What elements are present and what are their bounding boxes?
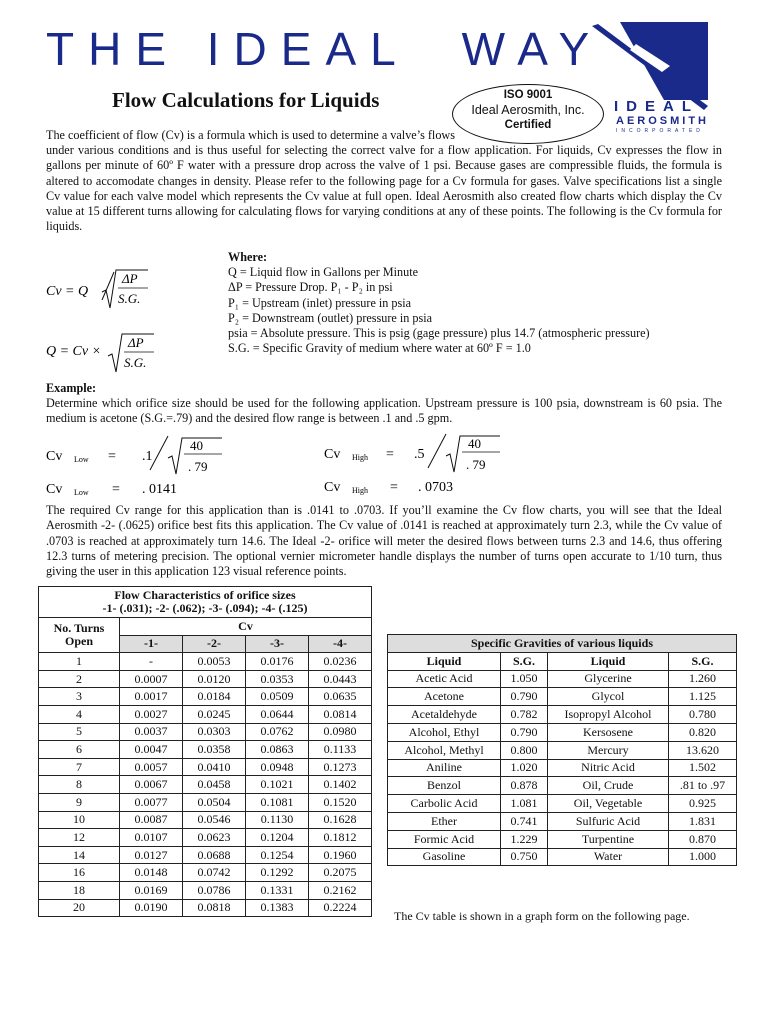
sg-table-title: Specific Gravities of various liquids [388, 635, 737, 653]
high-flow: .5 [414, 447, 425, 462]
flow-characteristics-table [38, 586, 372, 917]
table-cell: 0.0762 [246, 723, 309, 741]
table-cell: 0.1331 [246, 881, 309, 899]
table-row [39, 670, 372, 688]
table-cell: Glycol [548, 688, 669, 706]
logo-subtitle: AEROSMITH [616, 115, 709, 127]
intro-line1: The coefficient of flow (Cv) is a formula which is used to determine a valve’s flows [46, 128, 455, 142]
table-cell: 0.0786 [183, 881, 246, 899]
table-cell: 20 [39, 899, 120, 917]
table-cell: 0.1133 [309, 741, 372, 759]
table-cell: 0.790 [501, 723, 548, 741]
table-cell: 0.0007 [120, 670, 183, 688]
table-cell: 0.2162 [309, 881, 372, 899]
cv-formula-num: ΔP [122, 271, 138, 286]
where-line: Q = Liquid flow in Gallons per Minute [228, 265, 419, 280]
cv-high-sub: High [352, 453, 368, 462]
table-row [388, 812, 737, 830]
table-cell: 0.0190 [120, 899, 183, 917]
table-cell: 0.1021 [246, 776, 309, 794]
table-cell: Turpentine [548, 830, 669, 848]
table-cell: 0.0017 [120, 688, 183, 706]
table-cell: 7 [39, 758, 120, 776]
table-cell: 0.0358 [183, 741, 246, 759]
low-flow: .1 [142, 449, 153, 464]
table-cell: 0.0184 [183, 688, 246, 706]
cv-low-sub: Low [74, 488, 89, 497]
table-cell: 0.0047 [120, 741, 183, 759]
table-cell: 0.2224 [309, 899, 372, 917]
table-cell: 5 [39, 723, 120, 741]
column-header: -4- [309, 635, 372, 653]
table-cell: 18 [39, 881, 120, 899]
table-cell: 0.0037 [120, 723, 183, 741]
table-cell: 0.0509 [246, 688, 309, 706]
table-cell: 0.0504 [183, 793, 246, 811]
table-cell: Nitric Acid [548, 759, 669, 777]
iso-badge-line3: Certified [504, 119, 552, 131]
table-cell: 0.870 [669, 830, 737, 848]
table-cell: 0.0148 [120, 864, 183, 882]
table-cell: 1.081 [501, 795, 548, 813]
table-cell: 0.2075 [309, 864, 372, 882]
table-cell: 12 [39, 829, 120, 847]
table-cell: Benzol [388, 777, 501, 795]
cv-formula [44, 264, 154, 312]
iso-badge-line1: ISO 9001 [503, 89, 553, 101]
table-row [39, 705, 372, 723]
table-row [39, 741, 372, 759]
cv-header: Cv [120, 618, 372, 636]
table-cell: 0.0057 [120, 758, 183, 776]
table-row [39, 793, 372, 811]
example-cv-high-result [322, 474, 522, 498]
table-row [388, 723, 737, 741]
cv-label: Cv [324, 480, 341, 495]
table-cell: 1.229 [501, 830, 548, 848]
table-cell: 0.0644 [246, 705, 309, 723]
table-cell: 10 [39, 811, 120, 829]
iso-badge-line2: Ideal Aerosmith, Inc. [471, 103, 585, 117]
table-cell: 8 [39, 776, 120, 794]
table-cell: 0.0107 [120, 829, 183, 847]
table-row [388, 670, 737, 688]
q-formula [44, 328, 174, 376]
table-cell: 1.050 [501, 670, 548, 688]
table-cell: 16 [39, 864, 120, 882]
table-cell: 0.790 [501, 688, 548, 706]
table-row [39, 881, 372, 899]
table-cell: Oil, Crude [548, 777, 669, 795]
banner-title: THE IDEAL WAY [46, 23, 604, 75]
table-cell: Acetaldehyde [388, 706, 501, 724]
table-cell: 1.125 [669, 688, 737, 706]
table-cell: 14 [39, 846, 120, 864]
table-row [39, 653, 372, 671]
table-cell: Kersosene [548, 723, 669, 741]
example-text: Determine which orifice size should be used for the following application. Upstream pressure is 100 psia, downstream is 60 psia. The medium is acetone (S.G.=.79) and the desired flow range is between .1 and .5 gpm. [46, 396, 722, 426]
column-header: S.G. [501, 652, 548, 670]
table-cell: 0.0948 [246, 758, 309, 776]
table-cell: 1.502 [669, 759, 737, 777]
table-cell: Carbolic Acid [388, 795, 501, 813]
where-heading: Where: [228, 250, 268, 264]
table-cell: Alcohol, Ethyl [388, 723, 501, 741]
cv-label: Cv [46, 482, 63, 497]
table-cell: 0.1081 [246, 793, 309, 811]
where-definitions [228, 250, 650, 356]
table-cell: 0.0742 [183, 864, 246, 882]
logo-wordmark: IDEAL [614, 98, 699, 115]
table-cell: 0.1130 [246, 811, 309, 829]
example-heading: Example: [46, 381, 97, 395]
cv-label: Cv [46, 449, 63, 464]
table-row [39, 899, 372, 917]
turns-header-line2: Open [64, 634, 93, 649]
table-cell: 0.1273 [309, 758, 372, 776]
where-line: P₁ = Upstream (inlet) pressure in psia [228, 295, 412, 310]
table-cell: 0.0176 [246, 653, 309, 671]
page-title: Flow Calculations for Liquids [112, 88, 380, 112]
table-cell: 0.1204 [246, 829, 309, 847]
table-row [388, 741, 737, 759]
table-row [388, 706, 737, 724]
footer-note: The Cv table is shown in a graph form on the following page. [394, 909, 690, 923]
table-cell: 0.0067 [120, 776, 183, 794]
equals-sign: = [390, 480, 398, 495]
specific-gravity-table [387, 634, 737, 866]
column-header: S.G. [669, 652, 737, 670]
equals-sign: = [386, 447, 394, 462]
column-header: -2- [183, 635, 246, 653]
where-line: psia = Absolute pressure. This is psig (gage pressure) plus 14.7 (atmospheric pressure) [228, 326, 650, 341]
table-cell: 1.260 [669, 670, 737, 688]
where-line: P₂ = Downstream (outlet) pressure in psia [228, 310, 433, 325]
table-row [39, 846, 372, 864]
table-cell: 0.1520 [309, 793, 372, 811]
table-cell: 1.831 [669, 812, 737, 830]
result-paragraph: The required Cv range for this application than is .0141 to .0703. If you’ll examine the Cv flow charts, you will see that the Ideal Aerosmith -2- (.0625) orifice best fits this application. The Cv value of .0141 is reached at approximately turn 2.3, while the Cv value of .0703 is reached at approximately turn 14.6. The Ideal -2- orifice will meter the desired flows between turns 2.3 and 14.6, thus offering 12.3 turns of metering precision. The optional vernier micrometer handle displays the number of turns open accurate to 1/10 turn, thus giving the user in this application 123 visual reference points. [46, 503, 722, 579]
cv-low-sub: Low [74, 455, 89, 464]
table-cell: 0.0236 [309, 653, 372, 671]
intro-paragraph: under various conditions and is thus useful for selecting the correct valve for a flow application. For liquids, Cv expresses the flow in gallons per minute of 60º F water with a pressure drop across the valve of 1 psi. Because gases are compressible fluids, the formula is altered to accomodate changes in density. Please refer to the following page for a Cv formula for gases. Valve specifications list a single Cv value for each valve model which represents the Cv value at full open. Ideal Aerosmith also created flow charts which display the Cv value at 15 different turns allowing for calculating flows for varying conditions at any of these points. The following is the Cv formula for liquids. [46, 143, 722, 234]
turns-header-line1: No. Turns [53, 621, 105, 636]
table-cell: 0.782 [501, 706, 548, 724]
column-header: Liquid [548, 652, 669, 670]
equals-sign: = [112, 482, 120, 497]
flow-table-body [39, 653, 372, 917]
table-cell: 9 [39, 793, 120, 811]
column-header: -1- [120, 635, 183, 653]
table-cell: Gasoline [388, 848, 501, 866]
example-cv-low-equation [44, 430, 244, 478]
table-cell: 2 [39, 670, 120, 688]
table-cell: Sulfuric Acid [548, 812, 669, 830]
table-cell: 0.878 [501, 777, 548, 795]
sg-value: . 79 [466, 457, 486, 472]
table-cell: 0.1254 [246, 846, 309, 864]
table-cell: .81 to .97 [669, 777, 737, 795]
table-row [388, 848, 737, 866]
table-cell: 0.0127 [120, 846, 183, 864]
cv-label: Cv [324, 447, 341, 462]
table-cell: Isopropyl Alcohol [548, 706, 669, 724]
table-row [388, 795, 737, 813]
table-cell: 0.780 [669, 706, 737, 724]
table-cell: 0.0410 [183, 758, 246, 776]
table-cell: 0.1402 [309, 776, 372, 794]
table-cell: 0.0053 [183, 653, 246, 671]
table-cell: 0.0688 [183, 846, 246, 864]
table-cell: Acetone [388, 688, 501, 706]
table-cell: 0.1292 [246, 864, 309, 882]
flow-table-title-line2: -1- (.031); -2- (.062); -3- (.094); -4- (.125) [102, 601, 308, 615]
table-cell: 0.0635 [309, 688, 372, 706]
table-row [39, 723, 372, 741]
example-cv-low-result [44, 476, 244, 500]
table-cell: 0.0027 [120, 705, 183, 723]
flow-table-title-line1: Flow Characteristics of orifice sizes [114, 588, 296, 602]
table-cell: Mercury [548, 741, 669, 759]
column-header: -3- [246, 635, 309, 653]
table-cell: 0.750 [501, 848, 548, 866]
table-cell: Oil, Vegetable [548, 795, 669, 813]
table-cell: 0.0087 [120, 811, 183, 829]
table-cell: Glycerine [548, 670, 669, 688]
example-cv-high-equation [322, 428, 522, 476]
table-cell: 1.020 [501, 759, 548, 777]
table-cell: 0.1628 [309, 811, 372, 829]
table-cell: 6 [39, 741, 120, 759]
table-cell: 0.0863 [246, 741, 309, 759]
table-cell: 0.0353 [246, 670, 309, 688]
table-cell: 0.0623 [183, 829, 246, 847]
table-cell: Acetic Acid [388, 670, 501, 688]
table-cell: 0.0458 [183, 776, 246, 794]
sg-table-body [388, 670, 737, 866]
logo-incorporated: INCORPORATED [616, 128, 704, 134]
q-formula-num: ΔP [128, 335, 144, 350]
flow-table-title [39, 587, 372, 618]
q-formula-lhs: Q = Cv × [46, 344, 102, 359]
table-cell: 4 [39, 705, 120, 723]
equals-sign: = [108, 449, 116, 464]
table-cell: 0.1960 [309, 846, 372, 864]
table-cell: 0.1383 [246, 899, 309, 917]
pressure-drop-value: 40 [468, 436, 481, 451]
table-cell: Water [548, 848, 669, 866]
table-cell: 0.0546 [183, 811, 246, 829]
table-row [388, 830, 737, 848]
table-cell: 1 [39, 653, 120, 671]
cv-high-sub: High [352, 486, 368, 495]
table-cell: 13.620 [669, 741, 737, 759]
cv-formula-lhs: Cv = Q [46, 284, 89, 299]
table-cell: 0.800 [501, 741, 548, 759]
table-row [388, 688, 737, 706]
table-row [388, 777, 737, 795]
column-header: Liquid [388, 652, 501, 670]
table-cell: Alcohol, Methyl [388, 741, 501, 759]
cv-formula-den: S.G. [118, 291, 141, 306]
table-row [39, 758, 372, 776]
table-row [39, 688, 372, 706]
table-row [39, 829, 372, 847]
table-cell: 0.0980 [309, 723, 372, 741]
cv-low-result-value: . 0141 [142, 482, 177, 497]
table-cell: 0.0818 [183, 899, 246, 917]
table-cell: Formic Acid [388, 830, 501, 848]
table-cell: 0.0077 [120, 793, 183, 811]
table-row [39, 864, 372, 882]
sg-value: . 79 [188, 459, 208, 474]
table-row [39, 811, 372, 829]
turns-header [39, 618, 120, 653]
table-row [39, 776, 372, 794]
table-row [388, 759, 737, 777]
table-cell: 0.0443 [309, 670, 372, 688]
table-cell: 1.000 [669, 848, 737, 866]
table-cell: 0.0245 [183, 705, 246, 723]
table-cell: 0.741 [501, 812, 548, 830]
table-cell: 0.0169 [120, 881, 183, 899]
where-line: ΔP = Pressure Drop. P₁ - P₂ in psi [228, 280, 393, 295]
table-cell: 0.820 [669, 723, 737, 741]
table-cell: 0.0303 [183, 723, 246, 741]
table-cell: - [120, 653, 183, 671]
table-cell: 0.1812 [309, 829, 372, 847]
cv-high-result-value: . 0703 [418, 480, 453, 495]
table-cell: 0.925 [669, 795, 737, 813]
where-line: S.G. = Specific Gravity of medium where water at 60º F = 1.0 [228, 341, 531, 356]
pressure-drop-value: 40 [190, 438, 203, 453]
table-cell: 0.0120 [183, 670, 246, 688]
q-formula-den: S.G. [124, 355, 147, 370]
table-cell: 0.0814 [309, 705, 372, 723]
table-cell: Aniline [388, 759, 501, 777]
table-cell: 3 [39, 688, 120, 706]
table-cell: Ether [388, 812, 501, 830]
